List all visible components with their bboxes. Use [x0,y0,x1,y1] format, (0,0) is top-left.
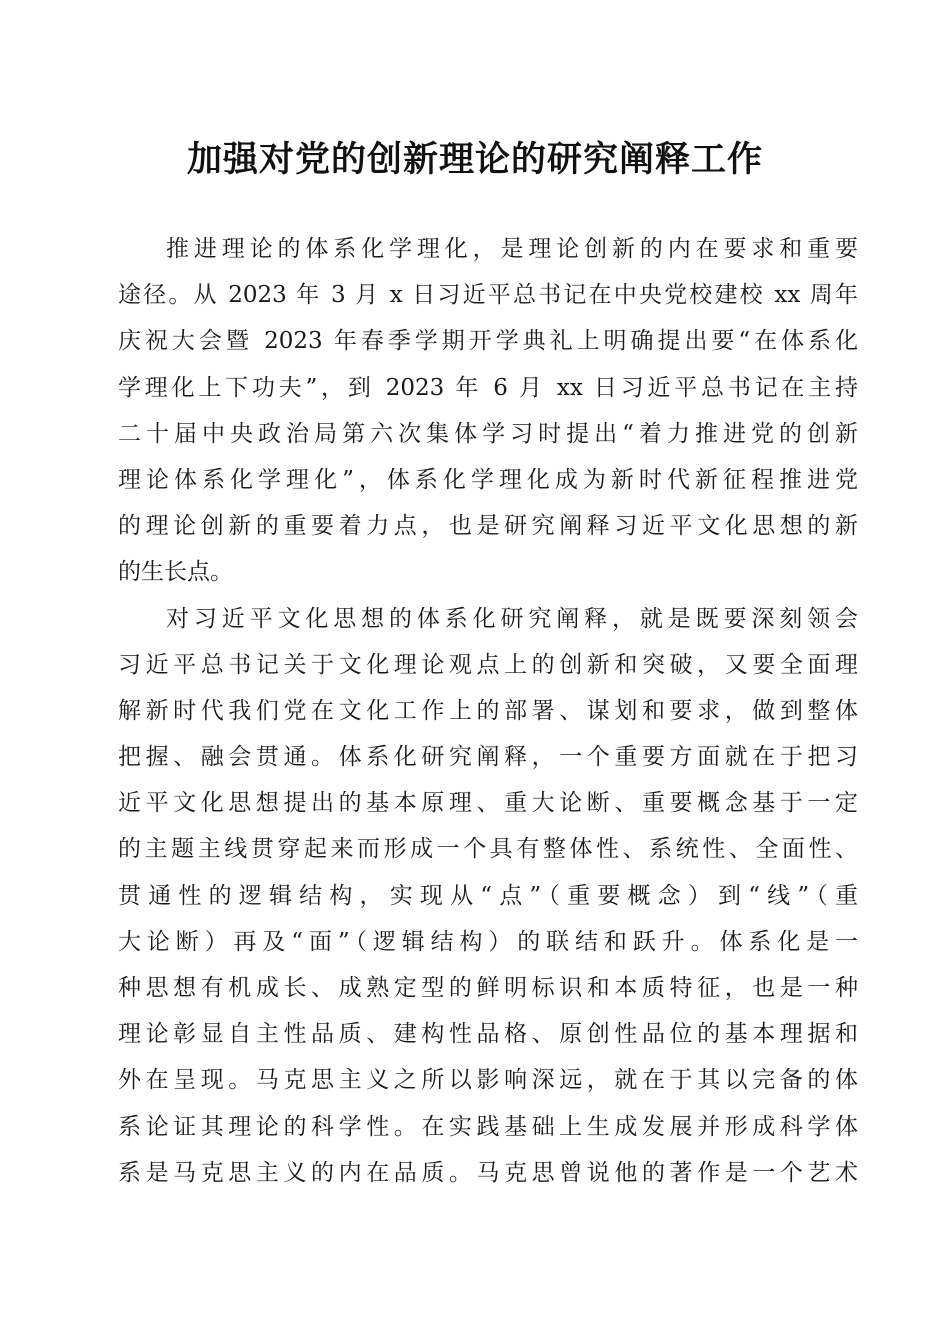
paragraph-line: 的生长点。 [118,559,233,586]
paragraph-line: 把握、融会贯通。体系化研究阐释，一个重要方面就在于把习 [118,744,858,771]
paragraph-line: 解新时代我们党在文化工作上的部署、谋划和要求，做到整体 [118,697,858,724]
paragraph-line: 大论断）再及“面”（逻辑结构）的联结和跃升。体系化是一 [118,928,858,955]
paragraph-line: 二十届中央政治局第六次集体学习时提出“着力推进党的创新 [118,420,858,447]
paragraph-line: 的主题主线贯穿起来而形成一个具有整体性、系统性、全面性、 [118,836,858,863]
paragraph-line: 对习近平文化思想的体系化研究阐释，就是既要深刻领会 [166,605,858,632]
paragraph-line: 系是马克思主义的内在品质。马克思曾说他的著作是一个艺术 [118,1159,858,1186]
document-body [118,226,858,1196]
paragraph-line: 庆祝大会暨 2023 年春季学期开学典礼上明确提出要“在体系化 [118,328,858,355]
paragraph-line: 外在呈现。马克思主义之所以影响深远，就在于其以完备的体 [118,1067,858,1094]
paragraph-line: 的理论创新的重要着力点，也是研究阐释习近平文化思想的新 [118,513,858,540]
paragraph-line: 种思想有机成长、成熟定型的鲜明标识和本质特征，也是一种 [118,975,858,1001]
paragraph-2 [118,596,858,1196]
paragraph-line: 推进理论的体系化学理化，是理论创新的内在要求和重要 [166,236,858,262]
paragraph-line: 理论体系化学理化”，体系化学理化成为新时代新征程推进党 [118,466,858,493]
paragraph-line: 理论彰显自主性品质、建构性品格、原创性品位的基本理据和 [118,1021,858,1048]
paragraph-line: 系论证其理论的科学性。在实践基础上生成发展并形成科学体 [118,1113,858,1140]
paragraph-line: 习近平总书记关于文化理论观点上的创新和突破，又要全面理 [118,651,858,678]
paragraph-line: 途径。从 2023 年 3 月 x 日习近平总书记在中央党校建校 xx 周年 [118,282,858,309]
paragraph-line: 近平文化思想提出的基本原理、重大论断、重要概念基于一定 [118,790,858,817]
paragraph-line: 贯通性的逻辑结构，实现从“点”（重要概念）到“线”（重 [118,882,858,909]
paragraph-1 [118,226,858,596]
document-title: 加强对党的创新理论的研究阐释工作 [186,139,763,180]
paragraph-line: 学理化上下功夫”，到 2023 年 6 月 xx 日习近平总书记在主持 [118,374,858,401]
